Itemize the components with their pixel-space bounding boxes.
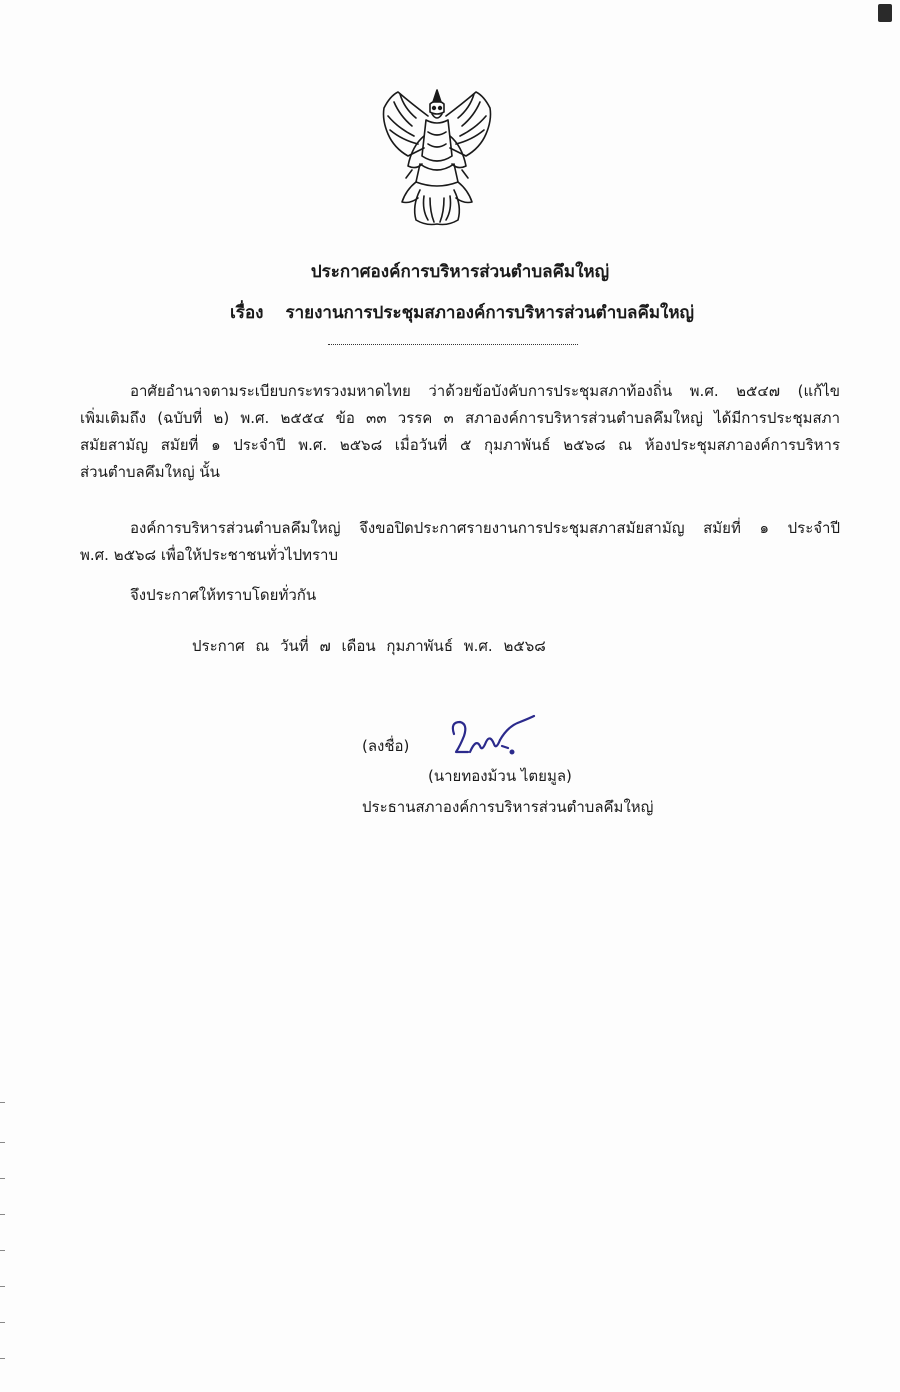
handwritten-signature <box>446 712 536 762</box>
paragraph-2-line: องค์การบริหารส่วนตำบลคึมใหญ่ จึงขอปิดประกาศรายงานการประชุมสภาสมัยสามัญ สมัยที่ ๑ ประจำปี <box>130 519 840 537</box>
paragraph-1 <box>80 378 840 486</box>
paragraph-1-line: อาศัยอำนาจตามระเบียบกระทรวงมหาดไทย ว่าด้วยข้อบังคับการประชุมสภาท้องถิ่น พ.ศ. ๒๕๔๗ (แก้ไข <box>130 382 840 400</box>
dotted-divider <box>328 344 578 345</box>
scan-margin-tick <box>0 1358 5 1359</box>
garuda-emblem-icon <box>372 86 502 228</box>
scan-margin-tick <box>0 1250 5 1251</box>
signer-position: ประธานสภาองค์การบริหารส่วนตำบลคึมใหญ่ <box>362 798 654 816</box>
paragraph-2 <box>80 515 840 569</box>
subject-label: เรื่อง <box>230 303 264 323</box>
signer-name: (นายทองม้วน ไตยมูล) <box>428 767 572 785</box>
closing-statement: จึงประกาศให้ทราบโดยทั่วกัน <box>130 586 317 604</box>
paragraph-1-line: สมัยสามัญ สมัยที่ ๑ ประจำปี พ.ศ. ๒๕๖๘ เมื่อวันที่ ๕ กุมภาพันธ์ ๒๕๖๘ ณ ห้องประชุมสภาองค์การบริหาร <box>80 436 840 454</box>
scan-margin-tick <box>0 1286 5 1287</box>
paragraph-2-line: พ.ศ. ๒๕๖๘ เพื่อให้ประชาชนทั่วไปทราบ <box>80 546 338 564</box>
paragraph-1-line: เพิ่มเติมถึง (ฉบับที่ ๒) พ.ศ. ๒๕๕๔ ข้อ ๓๓ วรรค ๓ สภาองค์การบริหารส่วนตำบลคึมใหญ่ ได้มีการประชุมสภา <box>80 409 840 427</box>
subject-text: รายงานการประชุมสภาองค์การบริหารส่วนตำบลคึมใหญ่ <box>285 303 695 323</box>
scan-margin-tick <box>0 1142 5 1143</box>
announcement-title: ประกาศองค์การบริหารส่วนตำบลคึมใหญ่ <box>310 262 610 282</box>
scan-margin-tick <box>0 1102 5 1103</box>
scan-margin-tick <box>0 1178 5 1179</box>
announcement-date: ประกาศ ณ วันที่ ๗ เดือน กุมภาพันธ์ พ.ศ. ๒๕๖๘ <box>192 637 546 655</box>
scan-corner-mark <box>878 4 892 22</box>
subject-line <box>230 299 694 326</box>
paragraph-1-line: ส่วนตำบลคึมใหญ่ นั้น <box>80 463 220 481</box>
scan-margin-tick <box>0 1322 5 1323</box>
scan-margin-tick <box>0 1214 5 1215</box>
signed-label: (ลงชื่อ) <box>362 737 410 755</box>
